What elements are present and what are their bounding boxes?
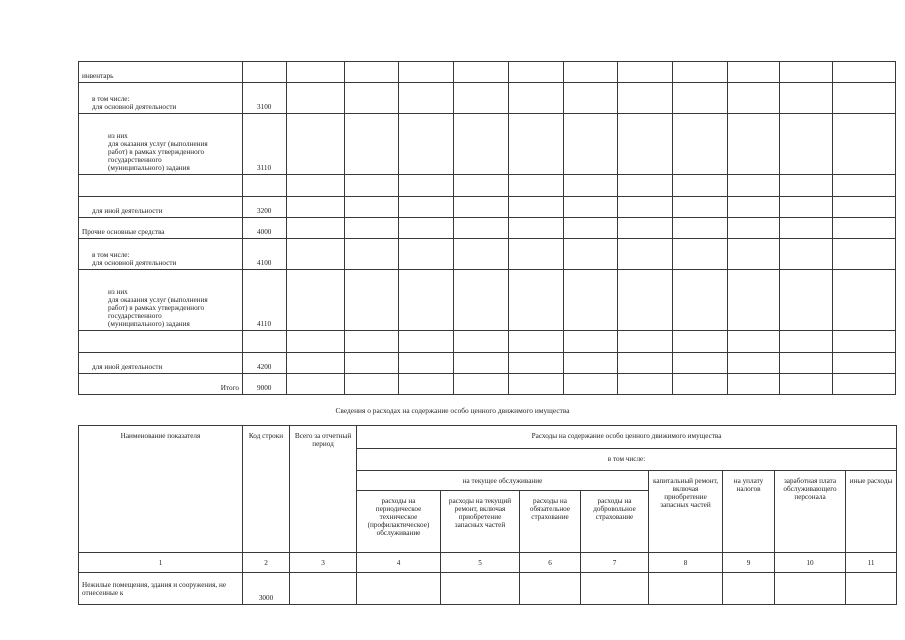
- table-row: [79, 239, 896, 270]
- value-cell: [454, 353, 509, 374]
- value-cell: [399, 114, 454, 175]
- value-cell: [780, 197, 833, 218]
- value-cell: [399, 270, 454, 331]
- value-cell: [454, 239, 509, 270]
- value-cell: [345, 270, 399, 331]
- value-cell: [673, 197, 728, 218]
- value-cell: [728, 197, 780, 218]
- value-cell: [564, 270, 618, 331]
- value-cell: [564, 175, 618, 197]
- value-cell: [399, 83, 454, 114]
- value-cell: [673, 353, 728, 374]
- row-code: [243, 62, 287, 83]
- value-cell: [728, 374, 780, 395]
- value-cell: [673, 239, 728, 270]
- header-expenses: Расходы на содержание особо ценного движимого имущества: [357, 426, 897, 449]
- row-label: из них для оказания услуг (выполнения работ) в рамках утвержденного государственного (муниципального) задания: [79, 270, 243, 331]
- value-cell: [287, 218, 345, 239]
- row-label: из них для оказания услуг (выполнения работ) в рамках утвержденного государственного (муниципального) задания: [79, 114, 243, 175]
- value-cell: [833, 218, 896, 239]
- value-cell: [618, 197, 673, 218]
- row-code: 4100: [243, 239, 287, 270]
- row-code: 9000: [243, 374, 287, 395]
- row-label: [79, 331, 243, 353]
- value-cell: [780, 114, 833, 175]
- value-cell: [833, 114, 896, 175]
- value-cell: [509, 218, 564, 239]
- row-label: в том числе: для основной деятельности: [79, 239, 243, 270]
- table-row: [79, 270, 896, 331]
- value-cell: [728, 83, 780, 114]
- column-numbers-row: [79, 553, 897, 573]
- table-row: [79, 197, 896, 218]
- column-number: 1: [79, 553, 243, 573]
- value-cell: [287, 270, 345, 331]
- value-cell: [673, 218, 728, 239]
- header-total-period: Всего за отчетный период: [290, 426, 357, 553]
- row-code: 3200: [243, 197, 287, 218]
- value-cell: [345, 197, 399, 218]
- value-cell: [399, 353, 454, 374]
- value-cell: [673, 83, 728, 114]
- row-code: 3100: [243, 83, 287, 114]
- value-cell: [673, 374, 728, 395]
- column-number: 3: [290, 553, 357, 573]
- value-cell: [357, 573, 441, 605]
- value-cell: [345, 114, 399, 175]
- value-cell: [780, 374, 833, 395]
- table-row: [79, 374, 896, 395]
- value-cell: [287, 239, 345, 270]
- value-cell: [345, 62, 399, 83]
- value-cell: [780, 239, 833, 270]
- value-cell: [581, 573, 649, 605]
- value-cell: [673, 62, 728, 83]
- column-number: 4: [357, 553, 441, 573]
- value-cell: [728, 331, 780, 353]
- value-cell: [399, 175, 454, 197]
- value-cell: [399, 239, 454, 270]
- value-cell: [723, 573, 775, 605]
- value-cell: [509, 353, 564, 374]
- value-cell: [780, 83, 833, 114]
- value-cell: [780, 270, 833, 331]
- header-indicator-name: Наименование показателя: [79, 426, 243, 553]
- value-cell: [454, 62, 509, 83]
- header-taxes: на уплату налогов: [723, 471, 775, 553]
- row-label: для иной деятельности: [79, 353, 243, 374]
- fixed-assets-table: [78, 61, 896, 395]
- value-cell: [673, 331, 728, 353]
- value-cell: [618, 353, 673, 374]
- value-cell: [287, 353, 345, 374]
- value-cell: [454, 83, 509, 114]
- value-cell: [728, 175, 780, 197]
- value-cell: [673, 175, 728, 197]
- table-row: [79, 353, 896, 374]
- value-cell: [618, 114, 673, 175]
- row-code: [243, 331, 287, 353]
- value-cell: [345, 83, 399, 114]
- table-row: [79, 331, 896, 353]
- value-cell: [618, 270, 673, 331]
- value-cell: [833, 374, 896, 395]
- value-cell: [780, 331, 833, 353]
- value-cell: [728, 114, 780, 175]
- value-cell: [673, 114, 728, 175]
- row-code: 4200: [243, 353, 287, 374]
- column-number: 6: [520, 553, 581, 573]
- value-cell: [833, 175, 896, 197]
- value-cell: [287, 175, 345, 197]
- value-cell: [833, 197, 896, 218]
- header-salary: заработная плата обслуживающего персонала: [775, 471, 846, 553]
- value-cell: [564, 239, 618, 270]
- row-code: 3110: [243, 114, 287, 175]
- column-number: 11: [846, 553, 897, 573]
- value-cell: [345, 239, 399, 270]
- value-cell: [509, 83, 564, 114]
- value-cell: [833, 331, 896, 353]
- value-cell: [454, 175, 509, 197]
- section-caption: Сведения о расходах на содержание особо ценного движимого имущества: [335, 406, 570, 415]
- value-cell: [833, 239, 896, 270]
- value-cell: [509, 62, 564, 83]
- value-cell: [833, 270, 896, 331]
- value-cell: [618, 374, 673, 395]
- value-cell: [509, 374, 564, 395]
- value-cell: [780, 175, 833, 197]
- value-cell: [399, 331, 454, 353]
- row-code: [243, 175, 287, 197]
- valuable-property-expenses-table: [78, 425, 897, 605]
- column-number: 10: [775, 553, 846, 573]
- value-cell: [564, 374, 618, 395]
- header-including: в том числе:: [357, 449, 897, 471]
- value-cell: [345, 175, 399, 197]
- value-cell: [846, 573, 897, 605]
- value-cell: [564, 83, 618, 114]
- value-cell: [345, 218, 399, 239]
- row-code: 4110: [243, 270, 287, 331]
- value-cell: [441, 573, 520, 605]
- value-cell: [618, 175, 673, 197]
- row-label: для иной деятельности: [79, 197, 243, 218]
- value-cell: [345, 374, 399, 395]
- header-voluntary-insurance: расходы на добровольное страхование: [581, 491, 649, 553]
- value-cell: [287, 83, 345, 114]
- value-cell: [780, 353, 833, 374]
- value-cell: [564, 218, 618, 239]
- value-cell: [564, 62, 618, 83]
- value-cell: [673, 270, 728, 331]
- value-cell: [454, 114, 509, 175]
- value-cell: [649, 573, 723, 605]
- row-label: инвентарь: [79, 62, 243, 83]
- table-row: [79, 573, 897, 605]
- value-cell: [454, 270, 509, 331]
- value-cell: [775, 573, 846, 605]
- row-label: [79, 175, 243, 197]
- row-label: Прочие основные средства: [79, 218, 243, 239]
- value-cell: [833, 62, 896, 83]
- value-cell: [618, 331, 673, 353]
- value-cell: [399, 197, 454, 218]
- table-row: [79, 83, 896, 114]
- value-cell: [728, 353, 780, 374]
- value-cell: [728, 218, 780, 239]
- value-cell: [287, 374, 345, 395]
- table-row: [79, 62, 896, 83]
- value-cell: [287, 114, 345, 175]
- value-cell: [454, 218, 509, 239]
- value-cell: [454, 197, 509, 218]
- value-cell: [509, 114, 564, 175]
- value-cell: [618, 218, 673, 239]
- column-number: 8: [649, 553, 723, 573]
- value-cell: [509, 270, 564, 331]
- header-other-expenses: иные расходы: [846, 471, 897, 553]
- row-code: 3000: [243, 573, 290, 605]
- value-cell: [564, 331, 618, 353]
- column-number: 5: [441, 553, 520, 573]
- row-label: в том числе: для основной деятельности: [79, 83, 243, 114]
- value-cell: [287, 331, 345, 353]
- table-row: [79, 218, 896, 239]
- header-current-maintenance: на текущее обслуживание: [357, 471, 649, 491]
- value-cell: [618, 239, 673, 270]
- value-cell: [780, 218, 833, 239]
- header-row-code: Код строки: [243, 426, 290, 553]
- value-cell: [780, 62, 833, 83]
- column-number: 2: [243, 553, 290, 573]
- value-cell: [564, 353, 618, 374]
- value-cell: [345, 331, 399, 353]
- value-cell: [287, 197, 345, 218]
- value-cell: [833, 83, 896, 114]
- row-code: 4000: [243, 218, 287, 239]
- row-label: Нежилые помещения, здания и сооружения, не отнесенные к: [79, 573, 243, 605]
- value-cell: [833, 353, 896, 374]
- value-cell: [454, 374, 509, 395]
- value-cell: [287, 62, 345, 83]
- value-cell: [454, 331, 509, 353]
- value-cell: [509, 331, 564, 353]
- value-cell: [520, 573, 581, 605]
- header-capital-repair: капитальный ремонт, включая приобретение запасных частей: [649, 471, 723, 553]
- value-cell: [399, 218, 454, 239]
- value-cell: [618, 62, 673, 83]
- value-cell: [509, 197, 564, 218]
- header-mandatory-insurance: расходы на обязательное страхование: [520, 491, 581, 553]
- value-cell: [509, 239, 564, 270]
- value-cell: [399, 374, 454, 395]
- value-cell: [509, 175, 564, 197]
- value-cell: [564, 114, 618, 175]
- table-row: [79, 114, 896, 175]
- value-cell: [290, 573, 357, 605]
- value-cell: [728, 239, 780, 270]
- value-cell: [728, 270, 780, 331]
- value-cell: [728, 62, 780, 83]
- row-label: Итого: [79, 374, 243, 395]
- header-current-repair: расходы на текущий ремонт, включая приобретение запасных частей: [441, 491, 520, 553]
- value-cell: [345, 353, 399, 374]
- header-periodic-maintenance: расходы на периодическое техническое (профилактическое) обслуживание: [357, 491, 441, 553]
- table-row: [79, 175, 896, 197]
- value-cell: [399, 62, 454, 83]
- value-cell: [564, 197, 618, 218]
- column-number: 7: [581, 553, 649, 573]
- column-number: 9: [723, 553, 775, 573]
- value-cell: [618, 83, 673, 114]
